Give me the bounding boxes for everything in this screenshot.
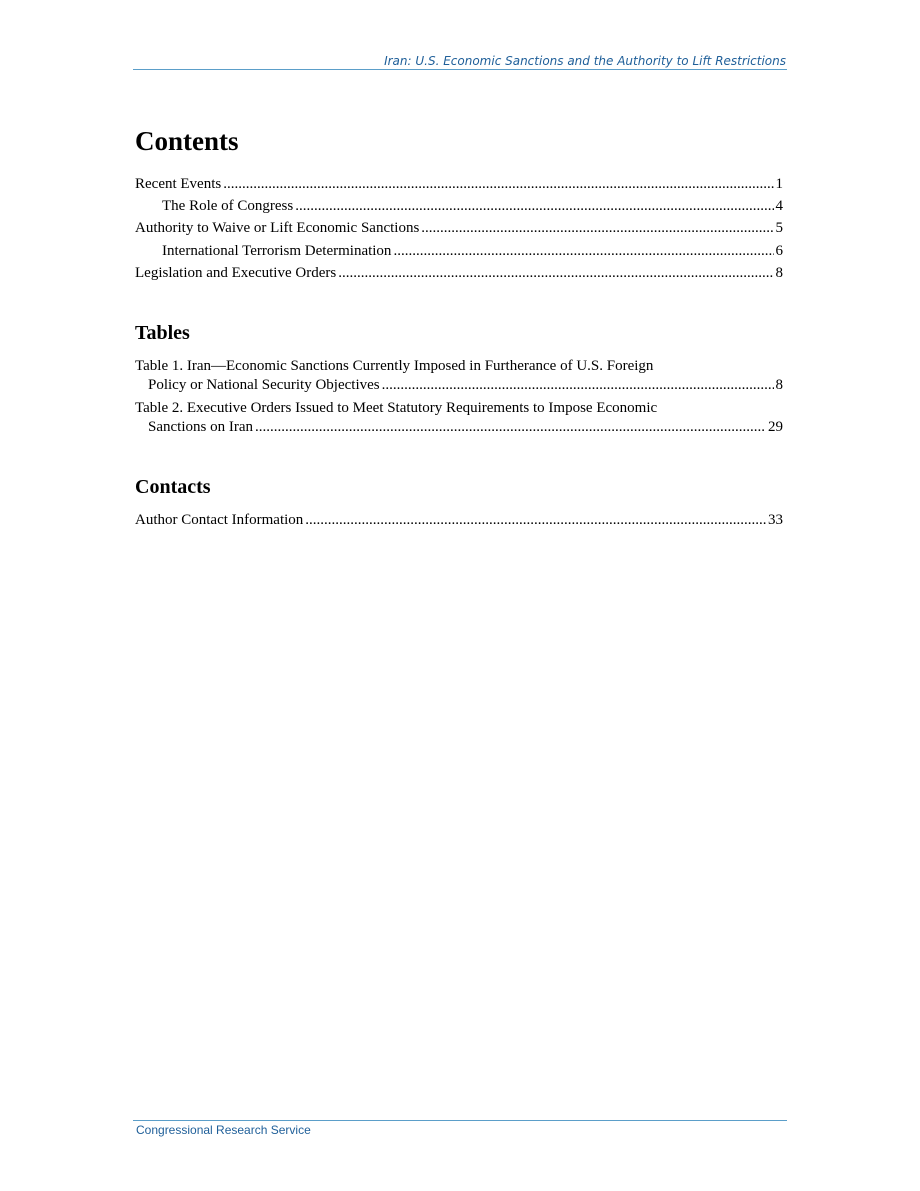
toc-entry-label: The Role of Congress (162, 198, 294, 214)
toc-entry-recent-events[interactable] (135, 175, 783, 193)
toc-entry-role-of-congress[interactable] (162, 197, 783, 215)
toc-entry-label: Sanctions on Iran (148, 419, 253, 435)
toc-entry-page: 6 (775, 243, 783, 259)
toc-entry-label: Authority to Waive or Lift Economic Sanctions (135, 220, 420, 236)
tables-heading: Tables (135, 322, 190, 344)
table-2-entry-line1[interactable]: Table 2. Executive Orders Issued to Meet Statutory Requirements to Impose Economic (135, 400, 658, 416)
toc-entry-author-contact[interactable] (135, 511, 783, 529)
dot-leader (393, 242, 773, 260)
dot-leader (305, 511, 766, 529)
toc-entry-page: 5 (775, 220, 783, 236)
dot-leader (295, 197, 773, 215)
contacts-heading: Contacts (135, 476, 211, 498)
dot-leader (338, 264, 773, 282)
contents-heading: Contents (135, 126, 239, 156)
toc-entry-label: Legislation and Executive Orders (135, 265, 337, 281)
table-1-entry[interactable] (148, 376, 783, 394)
toc-entry-authority-to-waive[interactable] (135, 219, 783, 237)
dot-leader (223, 175, 773, 193)
toc-entry-label: Author Contact Information (135, 512, 304, 528)
toc-entry-page: 1 (775, 176, 783, 192)
dot-leader (421, 219, 773, 237)
running-header: Iran: U.S. Economic Sanctions and the Authority to Lift Restrictions (384, 54, 786, 68)
toc-entry-label: International Terrorism Determination (162, 243, 392, 259)
toc-entry-terrorism-determination[interactable] (162, 242, 783, 260)
dot-leader (255, 418, 766, 436)
header-rule (133, 69, 787, 70)
toc-entry-page: 29 (768, 419, 783, 435)
toc-entry-legislation[interactable] (135, 264, 783, 282)
table-1-entry-line1[interactable]: Table 1. Iran—Economic Sanctions Currently Imposed in Furtherance of U.S. Foreign (135, 358, 654, 374)
footer-label: Congressional Research Service (136, 1123, 311, 1137)
table-2-entry[interactable] (148, 418, 783, 436)
footer-rule (133, 1120, 787, 1121)
toc-entry-label: Recent Events (135, 176, 222, 192)
dot-leader (382, 376, 774, 394)
toc-entry-page: 8 (775, 265, 783, 281)
toc-entry-page: 8 (775, 377, 783, 393)
toc-entry-page: 33 (768, 512, 783, 528)
toc-entry-page: 4 (775, 198, 783, 214)
toc-entry-label: Policy or National Security Objectives (148, 377, 380, 393)
